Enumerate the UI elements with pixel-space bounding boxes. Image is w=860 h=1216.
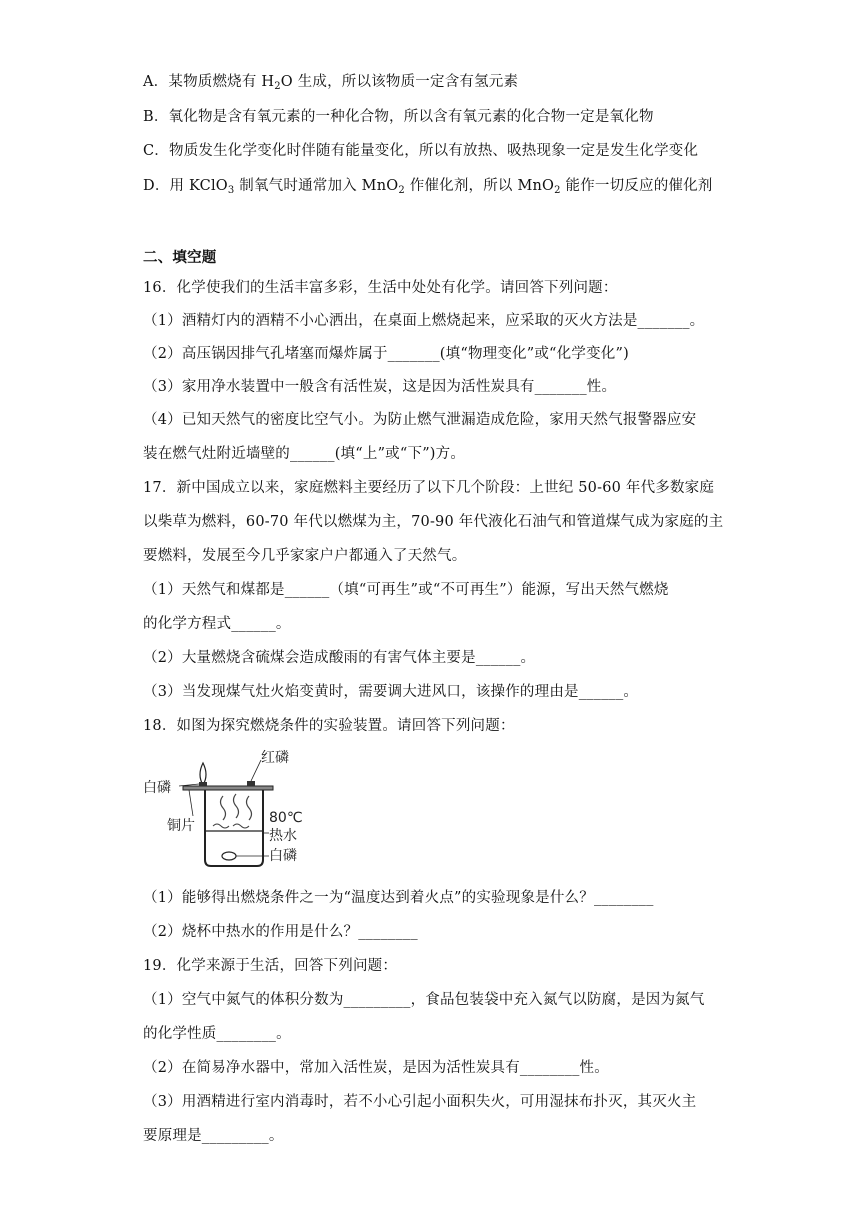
option-c: C．物质发生化学变化时伴随有能量变化，所以有放热、吸热现象一定是发生化学变化 — [143, 143, 699, 159]
q16-part3: （3）家用净水装置中一般含有活性炭，这是因为活性炭具有_______性。 — [143, 379, 617, 395]
leader-lines — [179, 760, 269, 856]
white-phosphorus-on-plate — [199, 782, 207, 786]
red-phosphorus — [247, 781, 255, 786]
q16-part1: （1）酒精灯内的酒精不小心洒出，在桌面上燃烧起来，应采取的灭火方法是_______。 — [143, 313, 705, 329]
q17-part1-line2: 的化学方程式______。 — [143, 616, 291, 632]
q16-stem: 16．化学使我们的生活丰富多彩，生活中处处有化学。请回答下列问题： — [143, 280, 618, 296]
label-white-phosphorus-top: 白磷 — [143, 780, 171, 796]
q17-part1-line1: （1）天然气和煤都是______（填“可再生”或“不可再生”）能源，写出天然气燃烧 — [143, 582, 669, 598]
q18-part1: （1）能够得出燃烧条件之一为“温度达到着火点”的实验现象是什么？________ — [143, 890, 654, 906]
water-waves — [213, 824, 249, 828]
flame-icon — [200, 763, 206, 785]
q18-part2: （2）烧杯中热水的作用是什么？________ — [143, 924, 418, 940]
q17-stem-line3: 要燃料，发展至今几乎家家户户都通入了天然气。 — [143, 548, 467, 564]
white-phosphorus-under-water — [222, 852, 236, 860]
q19-part3-line2: 要原理是_________。 — [143, 1128, 284, 1144]
label-temperature: 80℃ — [269, 810, 303, 826]
q19-part1-line1: （1）空气中氮气的体积分数为_________，食品包装袋中充入氮气以防腐，是因为氮气 — [143, 992, 705, 1008]
q17-stem-line2: 以柴草为燃料，60-70 年代以燃煤为主，70-90 年代液化石油气和管道煤气成为家庭的主 — [143, 514, 724, 530]
label-red-phosphorus: 红磷 — [261, 750, 289, 766]
steam-lines — [221, 794, 252, 820]
copper-plate — [183, 786, 273, 790]
q16-part2: （2）高压锅因排气孔堵塞而爆炸属于_______(填“物理变化”或“化学变化”) — [143, 346, 629, 362]
q19-part2: （2）在简易净水器中，常加入活性炭，是因为活性炭具有________性。 — [143, 1060, 609, 1076]
option-d: D．用 KClO$_3$ 制氧气时通常加入 MnO$_2$ 作催化剂，所以 MnO$_2$ 能作一切反应的催化剂 — [143, 178, 713, 196]
label-white-phosphorus-bottom: 白磷 — [269, 848, 297, 864]
q19-part1-line2: 的化学性质________。 — [143, 1026, 291, 1042]
q17-part2: （2）大量燃烧含硫煤会造成酸雨的有害气体主要是______。 — [143, 650, 536, 666]
section-heading: 二、填空题 — [143, 250, 217, 266]
label-copper-plate: 铜片 — [167, 818, 195, 834]
q18-stem: 18．如图为探究燃烧条件的实验装置。请回答下列问题： — [143, 718, 515, 734]
q16-part4-line1: （4）已知天然气的密度比空气小。为防止燃气泄漏造成危险，家用天然气报警器应安 — [143, 412, 697, 428]
option-a: A．某物质燃烧有 $H_2O$ 生成，所以该物质一定含有氢元素 — [143, 74, 519, 92]
q19-stem: 19．化学来源于生活，回答下列问题： — [143, 958, 398, 974]
combustion-apparatus-figure — [143, 748, 313, 868]
q16-part4-line2: 装在燃气灶附近墙壁的______(填“上”或“下”)方。 — [143, 446, 466, 462]
q19-part3-line1: （3）用酒精进行室内消毒时，若不小心引起小面积失火，可用湿抹布扑灭，其灭火主 — [143, 1094, 697, 1110]
q17-stem-line1: 17．新中国成立以来，家庭燃料主要经历了以下几个阶段：上世纪 50-60 年代多数家庭 — [143, 480, 715, 496]
option-b: B．氧化物是含有氧元素的一种化合物，所以含有氧元素的化合物一定是氧化物 — [143, 109, 654, 125]
label-hot-water: 热水 — [269, 828, 297, 844]
q17-part3: （3）当发现煤气灶火焰变黄时，需要调大进风口，该操作的理由是______。 — [143, 684, 639, 700]
